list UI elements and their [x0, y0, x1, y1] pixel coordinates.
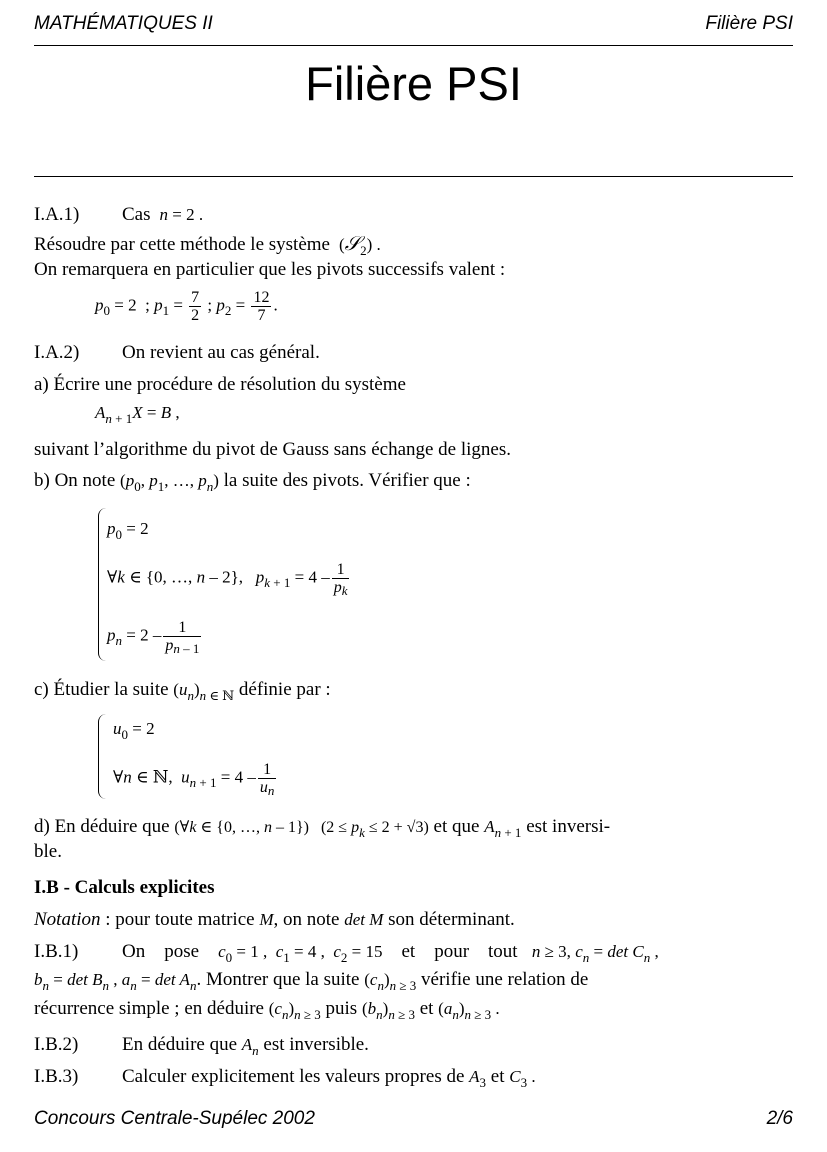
cn-result-symbol: $(c_n)_n$ $_{\ge 3}$ — [268, 999, 321, 1022]
u0-formula: $u_0 = 2$ — [113, 719, 155, 742]
an-result-symbol: $(a_n)_n$ $_{\ge 3}$ . — [438, 999, 500, 1022]
title-rule — [34, 176, 793, 177]
ib1-line3 — [34, 998, 500, 1021]
ib1-on: On — [122, 941, 146, 962]
system-formula: $A_n$ $_{+ 1}$X = B , — [95, 403, 180, 426]
matrix-an1-symbol: $A_n$ $_{+ 1}$ — [484, 817, 522, 840]
notation-text3: son déterminant. — [388, 909, 515, 930]
header-track: Filière PSI — [705, 13, 793, 34]
ia2-d-middle: et que — [433, 816, 480, 837]
ib2-label: I.B.2) — [34, 1034, 79, 1055]
ib3-text: Calculer explicitement les valeurs propres de — [122, 1066, 465, 1087]
ib3-line — [34, 1066, 536, 1089]
ia2-b-line — [34, 470, 471, 493]
pivot-p0-formula: $p_0 = 2$ — [107, 519, 149, 542]
ia2-text: On revient au cas général. — [122, 342, 320, 363]
header-subject: MATHÉMATIQUES II — [34, 13, 213, 34]
sequence-un-formula: $(u_n)_n$ $_{\in ℕ}$ — [173, 680, 235, 703]
ia1-case-text: Cas — [122, 204, 151, 225]
ia2-c-suffix: définie par : — [238, 679, 331, 700]
det-m-symbol: det M — [344, 910, 384, 929]
ib1-pose: pose — [164, 941, 200, 962]
ia1-solve-line — [34, 233, 381, 257]
notation-text: : pour toute matrice — [105, 909, 255, 930]
ib1-et: et — [401, 941, 416, 962]
c-initial-formula: $c_0 = 1$ , $c_1 = 4$ , $c_2 = 15$ — [218, 942, 383, 965]
notation-label: Notation — [34, 909, 101, 930]
matrix-c3-symbol: $C_3$ . — [509, 1067, 536, 1090]
bn-an-definition-formula: $b_n = \det B_n$ , $a_n = \det A_n$ — [34, 970, 197, 993]
ib1-tout: tout — [488, 941, 518, 962]
ib1-verif: vérifie une relation de — [421, 969, 589, 990]
system-s2-symbol: (𝒮$_2$) . — [334, 233, 381, 258]
ia2-line — [34, 342, 320, 364]
ib3-and: et — [490, 1066, 505, 1087]
ib1-and: et — [419, 998, 434, 1019]
ia1-solve-text: Résoudre par cette méthode le système — [34, 234, 330, 255]
ib1-line — [34, 941, 793, 964]
un-recurrence-formula: ∀n ∈ ℕ, $u_n$ $_{+ 1}$ = 4 – $\frac{1}{un}$ — [113, 761, 275, 798]
ia1-label: I.A.1) — [34, 204, 80, 225]
pivot-sequence-formula: ($p_0$, $p_1$, …, $p_n$) — [120, 471, 219, 494]
ia2-label: I.A.2) — [34, 342, 80, 363]
notation-text2: , on note — [273, 909, 340, 930]
page-title: Filière PSI — [305, 57, 522, 110]
ib2-line — [34, 1034, 369, 1057]
ib1-pour: pour — [434, 941, 470, 962]
ib2-text: En déduire que — [122, 1034, 238, 1055]
ia2-b-prefix: b) On note — [34, 470, 116, 491]
cn-definition-formula: n ≥ 3, $c_n = \det C_n$ , — [531, 942, 659, 965]
ia2-d-line — [34, 816, 793, 839]
system-c-brace — [98, 714, 107, 799]
ia2-c-prefix: c) Étudier la suite — [34, 679, 169, 700]
footer-contest: Concours Centrale-Supélec 2002 — [34, 1108, 315, 1129]
ib1-cont: récurrence simple ; en déduire — [34, 998, 264, 1019]
matrix-an-symbol: $A_n$ — [241, 1035, 259, 1058]
ia1-line — [34, 204, 203, 226]
pivot-pn-formula: $p_n = 2$ – $\frac{1}{pn - 1}$ — [107, 619, 200, 656]
system-b-brace — [98, 508, 107, 661]
ia2-d-suffix: est inversi- — [526, 816, 611, 837]
ib1-puis: puis — [325, 998, 358, 1019]
notation-line — [34, 909, 515, 931]
matrix-a3-symbol: $A_3$ — [469, 1067, 487, 1090]
ia2-b-suffix: la suite des pivots. Vérifier que : — [223, 470, 471, 491]
ib1-label: I.B.1) — [34, 941, 79, 962]
ib1-show: . Montrer que la suite — [196, 969, 360, 990]
ia2-d-cont: ble. — [34, 841, 62, 862]
ia1-remark: On remarquera en particulier que les pivots successifs valent : — [34, 259, 506, 280]
footer-page-number: 2/6 — [766, 1108, 793, 1129]
ia2-c-line — [34, 679, 331, 702]
cn-sequence-symbol: $(c_n)_n$ $_{\ge 3}$ — [364, 970, 417, 993]
bn-result-symbol: $(b_n)_n$ $_{\ge 3}$ — [361, 999, 415, 1022]
ia1-case-formula: n = 2 . — [159, 205, 204, 224]
ib3-label: I.B.3) — [34, 1066, 79, 1087]
ib2-suffix: est inversible. — [263, 1034, 369, 1055]
pivot-recurrence-formula: ∀k ∈ {0, …, n – 2}, $p_k$ $_{+ 1}$ = 4 – $\frac{1}{pk}$ — [107, 561, 348, 598]
ia2-a-text: a) Écrire une procédure de résolution du système — [34, 374, 406, 395]
matrix-m-symbol: M — [259, 910, 274, 929]
ib-heading: I.B - Calculs explicites — [34, 877, 215, 898]
ib1-line2 — [34, 969, 588, 992]
header-rule — [34, 45, 793, 46]
pivot-values-formula: $p_0 = 2$ ; $p_1$ = $\frac{7}{2}$ ; $p_2$ = $\frac{12}{7}$ . — [95, 289, 278, 324]
ia2-a-cont: suivant l’algorithme du pivot de Gauss sans échange de lignes. — [34, 439, 512, 460]
pivot-bound-formula: (∀k ∈ {0, …, n – 1}) $(2 \le p_k \le 2 + √3)$ — [174, 819, 429, 840]
ia2-d-prefix: d) En déduire que — [34, 816, 170, 837]
